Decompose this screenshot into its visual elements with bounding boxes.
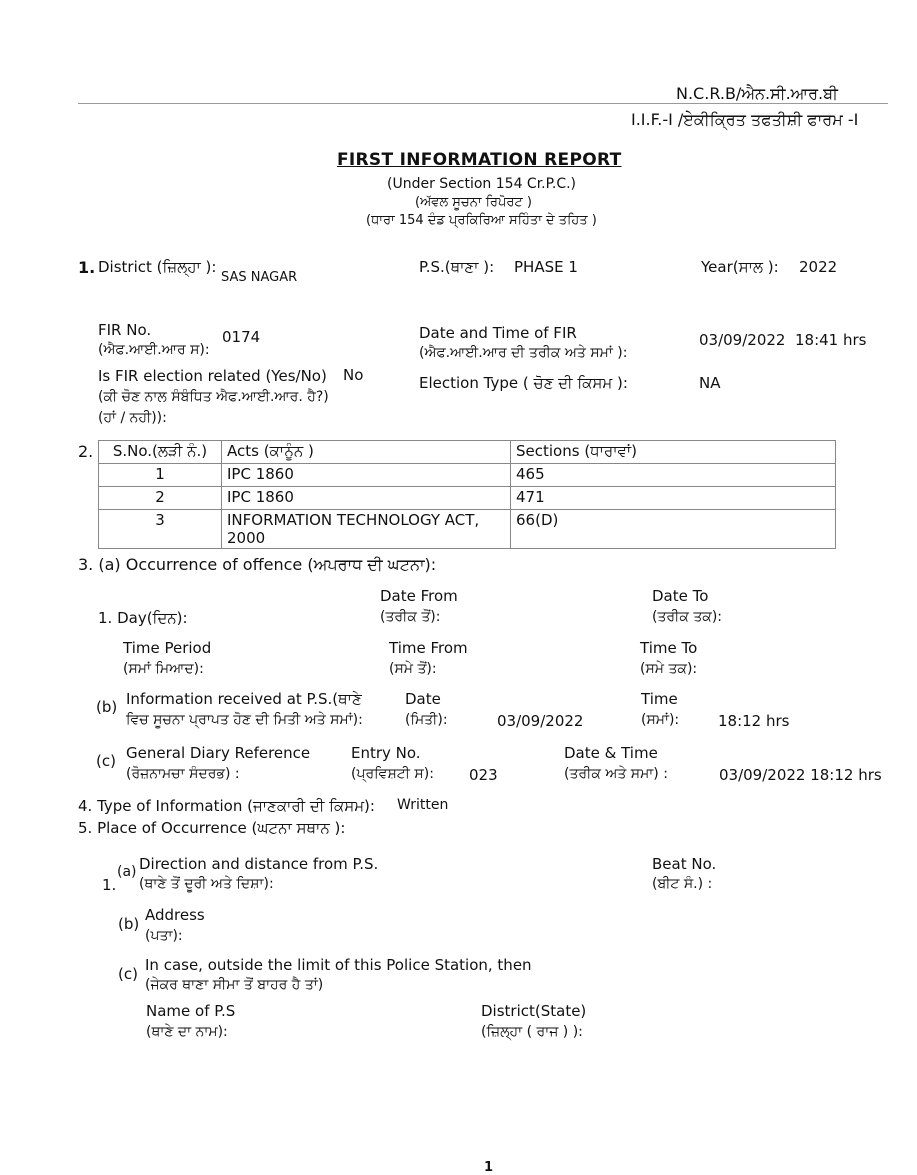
- table-cell: 66(D): [511, 510, 836, 549]
- info-received-label-pa: ਵਿਚ ਸੂਚਨਾ ਪ੍ਰਾਪਤ ਹੋਣ ਦੀ ਮਿਤੀ ਅਤੇ ਸਮਾਂ):: [126, 712, 363, 728]
- place-of-occurrence-heading: 5. Place of Occurrence (ਘਟਨਾ ਸਥਾਨ ):: [78, 819, 346, 837]
- info-date-value: 03/09/2022: [497, 712, 584, 730]
- time-period-label: Time Period: [123, 639, 212, 657]
- info-date-label-pa: (ਮਿਤੀ):: [405, 712, 448, 728]
- year-label: Year(ਸਾਲ ):: [701, 258, 779, 276]
- iif-code: I.I.F.-I /ਏਕੀਕ੍ਰਿਤ ਤਫਤੀਸ਼ੀ ਫਾਰਮ -I: [631, 110, 859, 129]
- entry-no-label-pa: (ਪ੍ਰਵਿਸ਼ਟੀ ਸ):: [351, 766, 434, 782]
- address-label: Address: [145, 906, 205, 924]
- table-cell: INFORMATION TECHNOLOGY ACT, 2000: [222, 510, 511, 549]
- fir-datetime-label-pa: (ਐਫ.ਆਈ.ਆਰ ਦੀ ਤਰੀਕ ਅਤੇ ਸਮਾਂ ):: [419, 345, 628, 361]
- table-cell: IPC 1860: [222, 464, 511, 487]
- direction-label-pa: (ਥਾਣੇ ਤੋਂ ਦੂਰੀ ਅਤੇ ਦਿਸ਼ਾ):: [139, 876, 274, 892]
- gd-reference-label-pa: (ਰੋਜ਼ਨਾਮਚਾ ਸੰਦਰਭ) :: [126, 766, 240, 782]
- outside-limit-label-pa: (ਜੇਕਰ ਥਾਣਾ ਸੀਮਾ ਤੋਂ ਬਾਹਰ ਹੈ ਤਾਂ): [145, 977, 324, 993]
- table-row: [99, 510, 836, 549]
- election-label-pa: (ਕੀ ਚੋਣ ਨਾਲ ਸੰਬੰਧਿਤ ਐਫ.ਆਈ.ਆਰ. ਹੈ?): [98, 389, 329, 405]
- info-type-label: 4. Type of Information (ਜਾਣਕਾਰੀ ਦੀ ਕਿਸਮ):: [78, 797, 375, 815]
- gd-datetime-label-pa: (ਤਰੀਕ ਅਤੇ ਸਮਾ) :: [564, 766, 668, 782]
- table-cell: 471: [511, 487, 836, 510]
- table-cell: IPC 1860: [222, 487, 511, 510]
- ncrb-code: N.C.R.B/ਐਨ.ਸੀ.ਆਰ.ਬੀ: [676, 84, 838, 103]
- table-header-row: [99, 441, 836, 464]
- ps-name-label-pa: (ਥਾਣੇ ਦਾ ਨਾਮ):: [146, 1024, 228, 1040]
- gd-reference-letter: (c): [96, 752, 116, 770]
- address-label-pa: (ਪਤਾ):: [145, 928, 183, 944]
- date-from-label-pa: (ਤਰੀਕ ਤੋਂ):: [380, 609, 441, 625]
- election-label: Is FIR election related (Yes/No): [98, 367, 327, 385]
- info-time-label: Time: [641, 690, 678, 708]
- time-to-label: Time To: [640, 639, 698, 657]
- year-value: 2022: [799, 258, 838, 276]
- place-item-number: 1.: [102, 876, 117, 894]
- fir-date-value: 03/09/2022: [699, 331, 786, 349]
- table-header: Sections (ਧਾਰਾਵਾਂ): [511, 441, 836, 464]
- fir-time-value: 18:41 hrs: [795, 331, 867, 349]
- gd-datetime-value: 03/09/2022 18:12 hrs: [719, 766, 882, 784]
- outside-limit-label: In case, outside the limit of this Police Station, then: [145, 956, 532, 974]
- time-from-label-pa: (ਸਮੇ ਤੋਂ):: [389, 661, 437, 677]
- day-label: 1. Day(ਦਿਨ):: [98, 609, 188, 627]
- election-type-label: Election Type ( ਚੋਣ ਦੀ ਕਿਸਮ ):: [419, 374, 628, 392]
- district-state-label-pa: (ਜ਼ਿਲ੍ਹਾ ( ਰਾਜ ) ):: [481, 1024, 583, 1040]
- fir-no-label: FIR No.: [98, 321, 152, 339]
- district-value: SAS NAGAR: [221, 270, 298, 285]
- info-date-label: Date: [405, 690, 441, 708]
- occurrence-heading: 3. (a) Occurrence of offence (ਅਪਰਾਧ ਦੀ ਘਟਨਾ):: [78, 555, 437, 574]
- info-received-label: Information received at P.S.(ਥਾਣੇ: [126, 690, 362, 708]
- gd-datetime-label: Date & Time: [564, 744, 658, 762]
- table-row: [99, 487, 836, 510]
- beat-no-label: Beat No.: [652, 855, 717, 873]
- table-header: Acts (ਕਾਨੂੰਨ ): [222, 441, 511, 464]
- acts-table: [98, 440, 836, 549]
- section-1-number: 1.: [78, 258, 96, 277]
- info-time-value: 18:12 hrs: [718, 712, 790, 730]
- ps-value: PHASE 1: [514, 258, 578, 276]
- page-number: 1: [484, 1160, 494, 1175]
- header-divider: [78, 103, 888, 104]
- date-to-label: Date To: [652, 587, 709, 605]
- direction-letter: (a): [117, 864, 137, 880]
- info-time-label-pa: (ਸਮਾਂ):: [641, 712, 680, 728]
- section-2-number: 2.: [78, 442, 94, 461]
- table-cell: 2: [99, 487, 222, 510]
- direction-label: Direction and distance from P.S.: [139, 855, 379, 873]
- beat-no-label-pa: (ਬੀਟ ਸੰ.) :: [652, 876, 713, 892]
- page-title: FIRST INFORMATION REPORT: [337, 150, 622, 170]
- entry-no-value: 023: [469, 766, 498, 784]
- info-type-value: Written: [397, 797, 449, 813]
- date-from-label: Date From: [380, 587, 458, 605]
- table-cell: 3: [99, 510, 222, 549]
- table-header: S.No.(ਲੜੀ ਨੰ.): [99, 441, 222, 464]
- election-label-pa-2: (ਹਾਂ / ਨਹੀ)):: [98, 410, 167, 426]
- title-subtitle-pa: (ਅੱਵਲ ਸੂਚਨਾ ਰਿਪੋਰਟ ): [415, 195, 532, 210]
- time-period-label-pa: (ਸਮਾਂ ਮਿਆਦ):: [123, 661, 204, 677]
- title-subtitle-pa-2: (ਧਾਰਾ 154 ਦੰਡ ਪ੍ਰਕਿਰਿਆ ਸਹਿੰਤਾ ਦੇ ਤਹਿਤ ): [366, 213, 597, 228]
- election-value: No: [343, 366, 364, 384]
- title-subtitle: (Under Section 154 Cr.P.C.): [387, 176, 577, 192]
- date-to-label-pa: (ਤਰੀਕ ਤਕ):: [652, 609, 723, 625]
- fir-no-value: 0174: [222, 328, 261, 346]
- address-letter: (b): [118, 915, 140, 933]
- table-cell: 465: [511, 464, 836, 487]
- ps-name-label: Name of P.S: [146, 1002, 236, 1020]
- info-received-letter: (b): [96, 698, 118, 716]
- time-from-label: Time From: [389, 639, 468, 657]
- election-type-value: NA: [699, 374, 721, 392]
- entry-no-label: Entry No.: [351, 744, 421, 762]
- fir-datetime-label: Date and Time of FIR: [419, 324, 577, 342]
- ps-label: P.S.(ਥਾਣਾ ):: [419, 258, 495, 276]
- district-label: District (ਜ਼ਿਲ੍ਹਾ ):: [98, 258, 217, 276]
- time-to-label-pa: (ਸਮੇ ਤਕ):: [640, 661, 698, 677]
- gd-reference-label: General Diary Reference: [126, 744, 311, 762]
- table-cell: 1: [99, 464, 222, 487]
- district-state-label: District(State): [481, 1002, 587, 1020]
- outside-limit-letter: (c): [118, 965, 138, 983]
- table-row: [99, 464, 836, 487]
- fir-no-label-pa: (ਐਫ.ਆਈ.ਆਰ ਸ):: [98, 342, 210, 358]
